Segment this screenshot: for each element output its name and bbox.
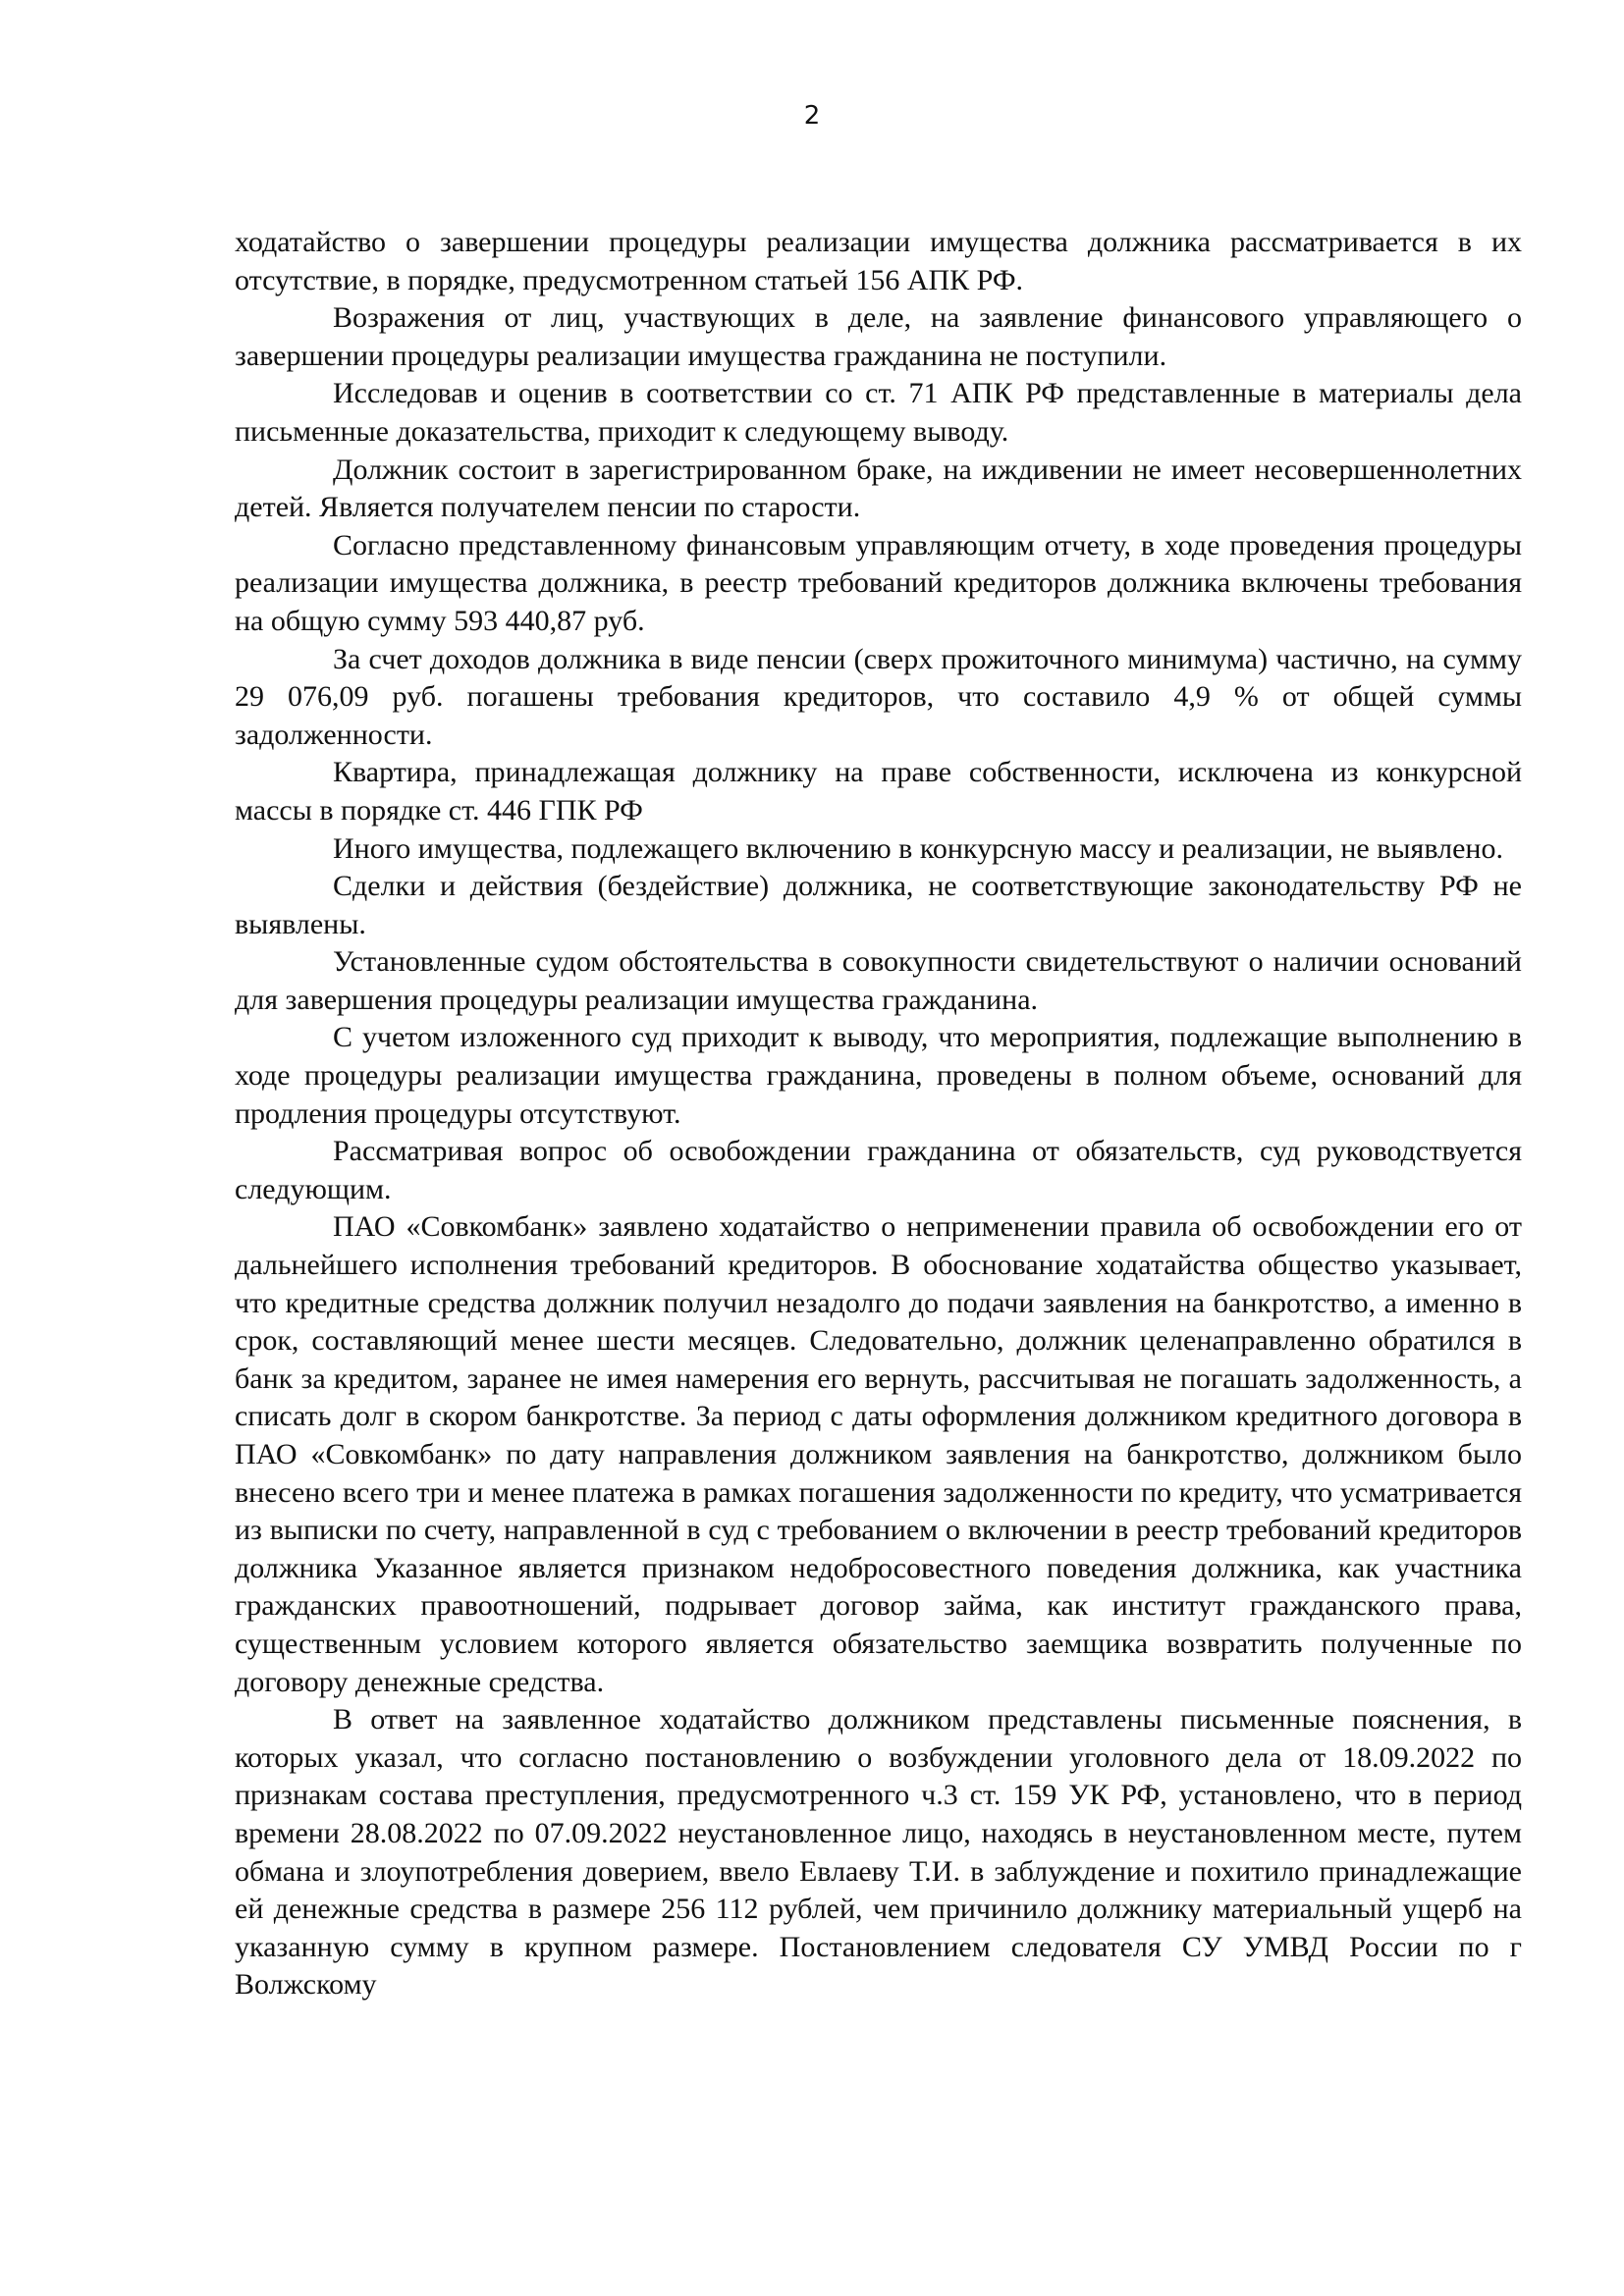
page-number: 2	[803, 101, 821, 131]
paragraph: Иного имущества, подлежащего включению в конкурсную массу и реализации, не выявлено.	[333, 831, 1503, 865]
paragraph: За счет доходов должника в виде пенсии (сверх прожиточного минимума) частично, на сумму 29 076,09 руб. погашены требования кредиторов, что составило 4,9 % от общей суммы задолженности.	[235, 642, 1522, 751]
paragraph: В ответ на заявленное ходатайство должником представлены письменные пояснения, в которых указал, что согласно постановлению о возбуждении уголовного дела от 18.09.2022 по признакам состава преступления, предусмотренного ч.3 ст. 159 УК РФ, установлено, что в период времени 28.08.2022 по 07.09.2022 неустановленное лицо, находясь в неустановленном месте, путем обмана и злоупотребления доверием, ввело Евлаеву Т.И. в заблуждение и похитило принадлежащие ей денежные средства в размере 256 112 рублей, чем причинило должнику материальный ущерб на указанную сумму в крупном размере. Постановлением следователя СУ УМВД России по г Волжскому	[235, 1703, 1522, 2002]
paragraph: ходатайство о завершении процедуры реализации имущества должника рассматривается в их отсутствие, в порядке, предусмотренном статьей 156 АПК РФ.	[235, 226, 1522, 296]
paragraph: Установленные судом обстоятельства в совокупности свидетельствуют о наличии оснований для завершения процедуры реализации имущества гражданина.	[235, 945, 1522, 1016]
paragraph: Квартира, принадлежащая должнику на праве собственности, исключена из конкурсной массы в порядке ст. 446 ГПК РФ	[235, 756, 1522, 827]
paragraph: Рассматривая вопрос об освобождении гражданина от обязательств, суд руководствуется следующим.	[235, 1135, 1522, 1205]
paragraph: С учетом изложенного суд приходит к выводу, что мероприятия, подлежащие выполнению в ходе процедуры реализации имущества гражданина, проведены в полном объеме, оснований для продления процедуры отсутствуют.	[235, 1021, 1522, 1130]
document-body	[235, 224, 1522, 2004]
paragraph: Должник состоит в зарегистрированном браке, на иждивении не имеет несовершеннолетних детей. Является получателем пенсии по старости.	[235, 453, 1522, 524]
paragraph: Сделки и действия (бездействие) должника, не соответствующие законодательству РФ не выявлены.	[235, 870, 1522, 940]
paragraph: ПАО «Совкомбанк» заявлено ходатайство о неприменении правила об освобождении его от дальнейшего исполнения требований кредиторов. В обоснование ходатайства общество указывает, что кредитные средства должник получил незадолго до подачи заявления на банкротство, а именно в срок, составляющий менее шести месяцев. Следовательно, должник целенаправленно обратился в банк за кредитом, заранее не имея намерения его вернуть, рассчитывая не погашать задолженность, а списать долг в скором банкротстве. За период с даты оформления должником кредитного договора в ПАО «Совкомбанк» по дату направления должником заявления на банкротство, должником было внесено всего три и менее платежа в рамках погашения задолженности по кредиту, что усматривается из выписки по счету, направленной в суд с требованием о включении в реестр требований кредиторов должника Указанное является признаком недобросовестного поведения должника, как участника гражданских правоотношений, подрывает договор займа, как институт гражданского права, существенным условием которого является обязательство заемщика возвратить полученные по договору денежные средства.	[235, 1210, 1522, 1698]
paragraph: Согласно представленному финансовым управляющим отчету, в ходе проведения процедуры реализации имущества должника, в реестр требований кредиторов должника включены требования на общую сумму 593 440,87 руб.	[235, 528, 1522, 637]
paragraph: Возражения от лиц, участвующих в деле, на заявление финансового управляющего о завершении процедуры реализации имущества гражданина не поступили.	[235, 301, 1522, 372]
paragraph: Исследовав и оценив в соответствии со ст. 71 АПК РФ представленные в материалы дела письменные доказательства, приходит к следующему выводу.	[235, 377, 1522, 448]
